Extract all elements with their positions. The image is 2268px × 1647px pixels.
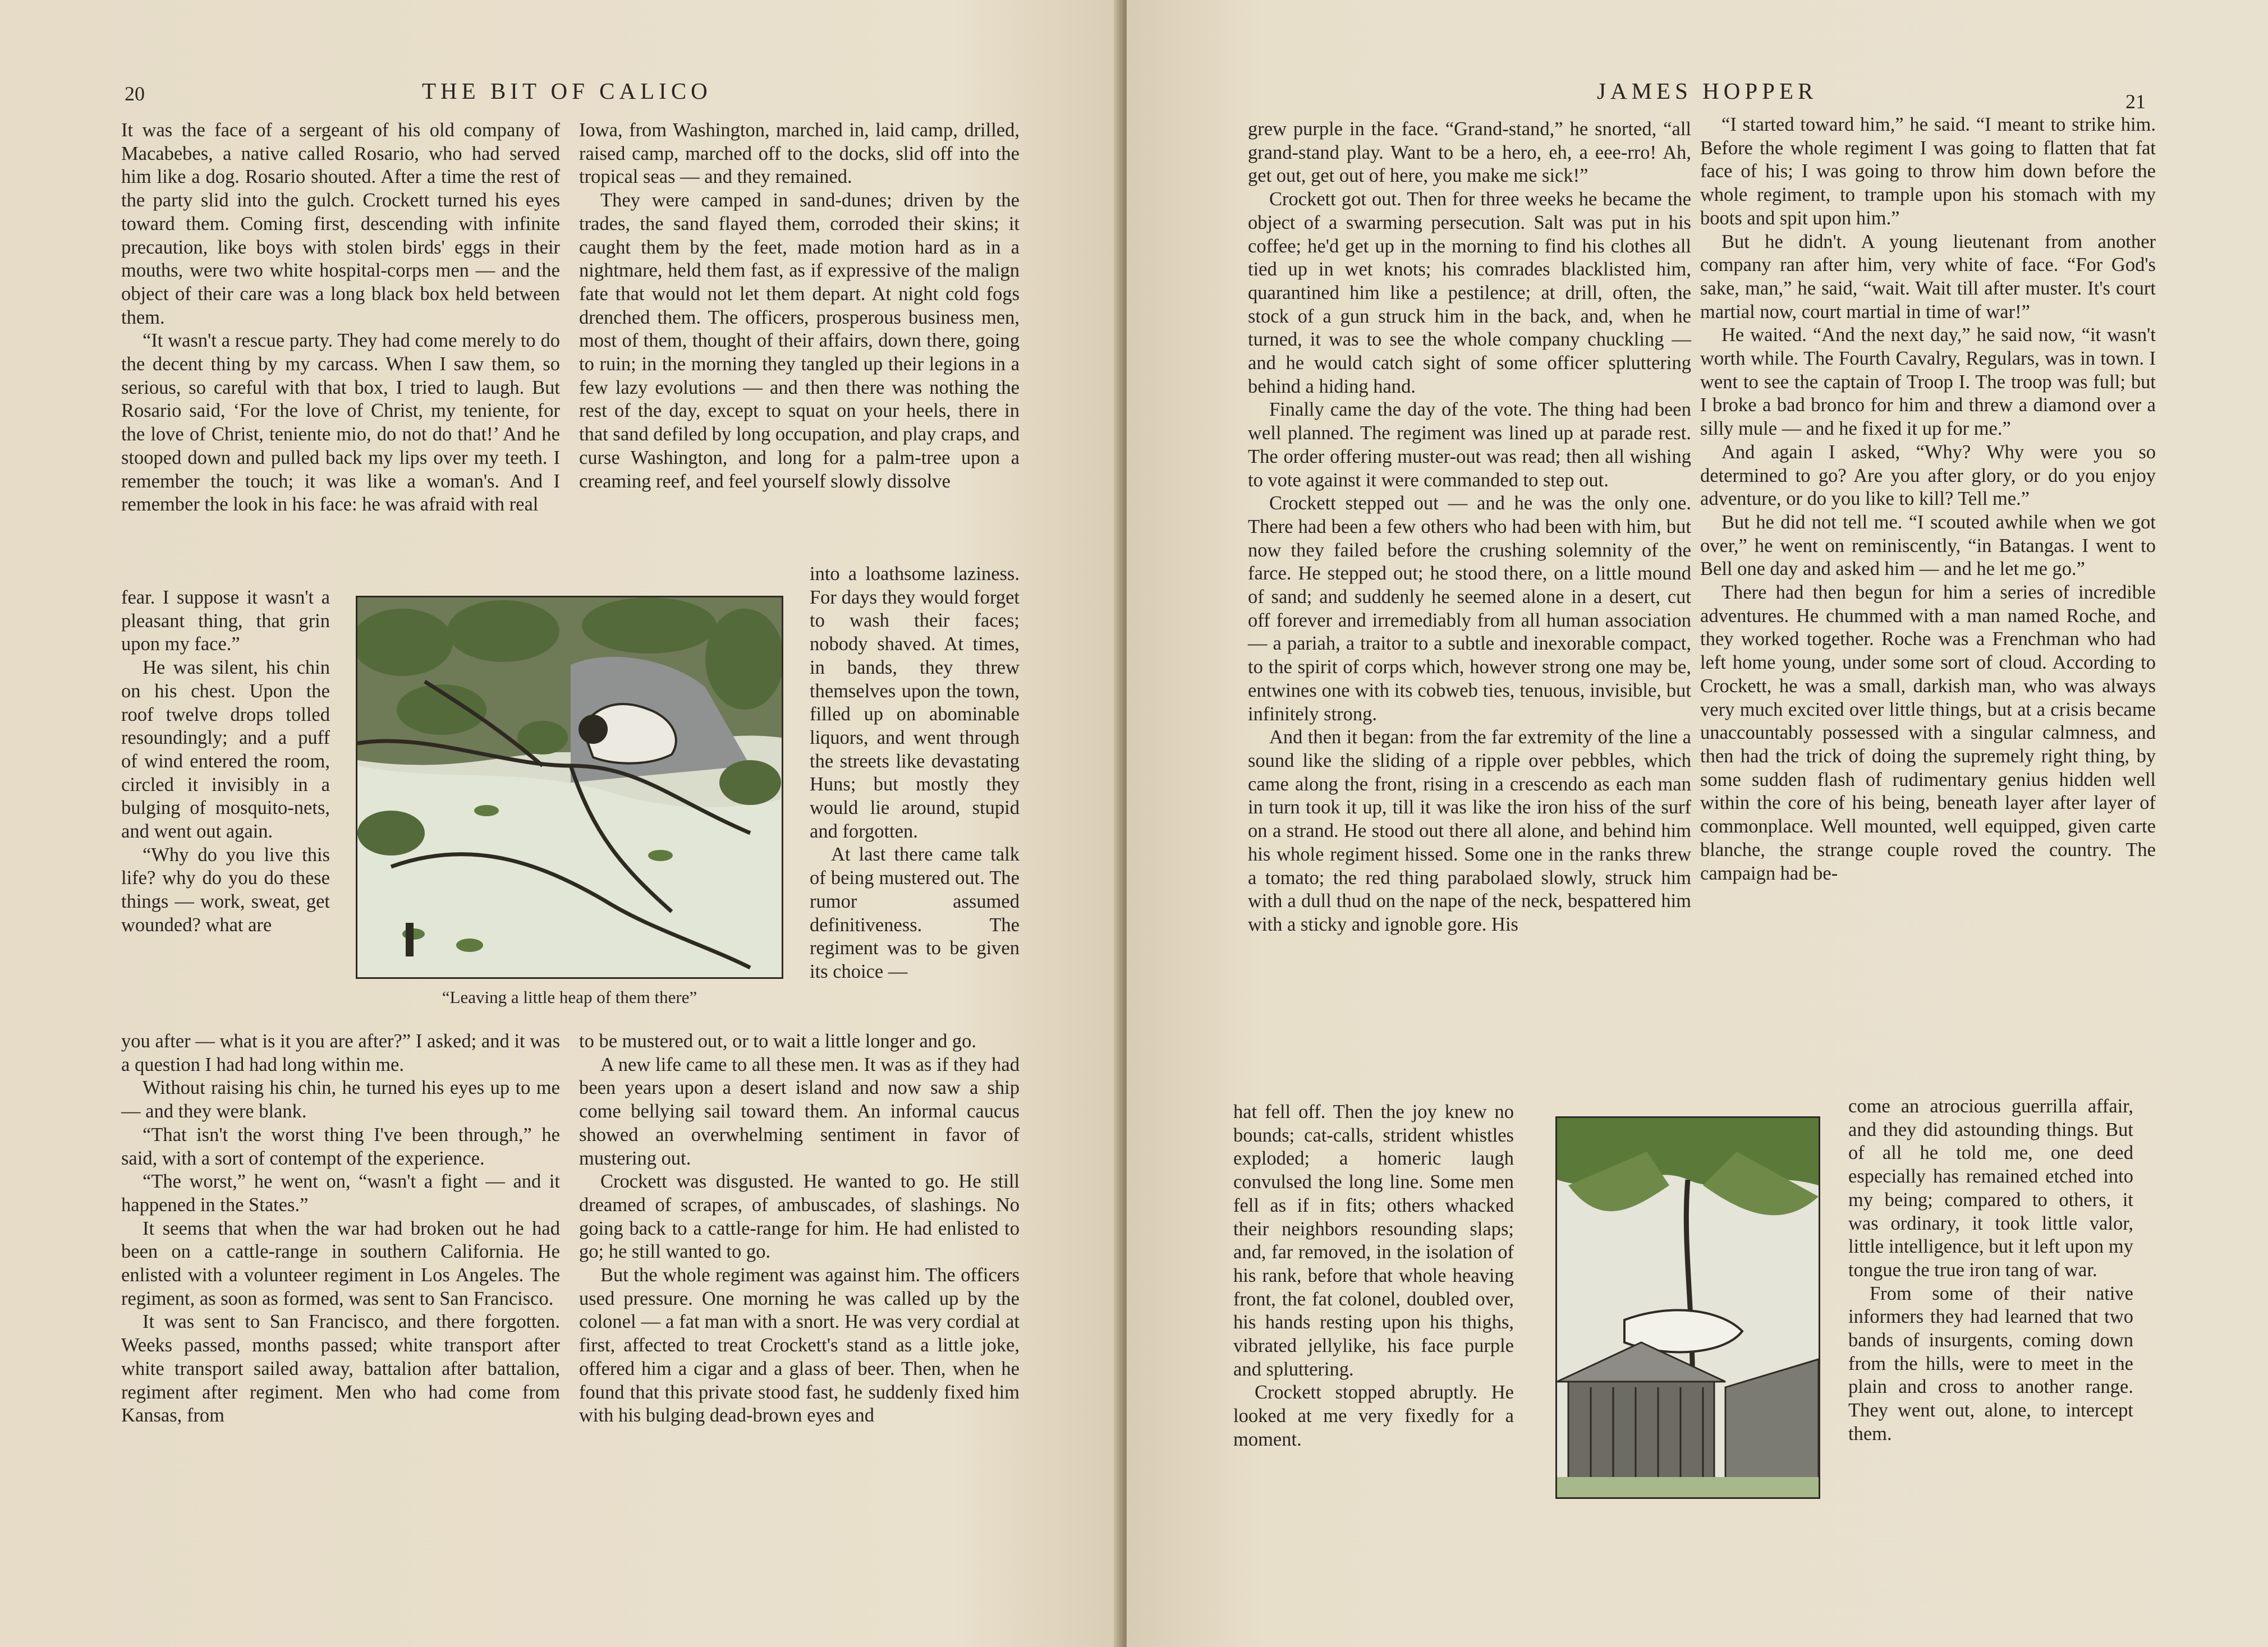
paragraph: grew purple in the face. “Grand-stand,” he snorted, “all grand-stand play. Want to be a hero, eh, a eee-rro! Ah, get out, get out of here, you make me sick!” — [1248, 118, 1691, 187]
paragraph: There had then begun for him a series of incredible adventures. He chummed with a man named Roche, and they worked together. Roche was a Frenchman who had left home young, under some sort of cloud. According to Crockett, he was a small, darkish man, who was always very much excited over little things, but at a crisis became unaccountably possessed with a singular calmness, and then had the trick of doing the supremely right thing, by some sudden flash of rudimentary genius hidden well within the core of his being, beneath layer after layer of commonplace. Well mounted, well equipped, given carte blanche, the strange couple roved the country. The campaign had be- — [1700, 582, 2156, 884]
illustration-caption: “Leaving a little heap of them there” — [442, 987, 697, 1007]
paragraph: Finally came the day of the vote. The thing had been well planned. The regiment was lined up at parade rest. The order offering muster-out was read; then all wishing to vote against it were commanded to step out. — [1248, 399, 1691, 491]
jungle-scene-image — [357, 597, 782, 977]
page-number-right: 21 — [2125, 90, 2146, 113]
right-page — [1127, 0, 2268, 1647]
paragraph: “The worst,” he went on, “wasn't a fight — and it happened in the States.” — [121, 1171, 560, 1216]
paragraph: “Why do you live this life? why do you do these things — work, sweat, get wounded? what are — [121, 844, 330, 936]
paragraph: He waited. “And the next day,” he said now, “it wasn't worth while. The Fourth Cavalry, Regulars, was in town. I went to see the captain of Troop I. The troop was full; but I broke a bad bronco for him and threw a diamond over a silly mule — and he fixed it up for me.” — [1700, 324, 2156, 440]
left-column-1-bottom — [121, 1030, 560, 1428]
paragraph: Iowa, from Washington, marched in, laid camp, drilled, raised camp, marched off to the docks, slid off into the tropical seas — and they remained. — [579, 119, 1020, 188]
paragraph: to be mustered out, or to wait a little longer and go. — [579, 1030, 977, 1052]
paragraph: But the whole regiment was against him. The officers used pressure. One morning he was called up by the colonel — a fat man with a snort. He was very cordial at first, affected to treat Crockett's stand as a little joke, offered him a cigar and a glass of beer. Then, when he found that this private stood fast, he suddenly fixed him with his bulging dead-brown eyes and — [579, 1264, 1020, 1427]
paragraph: It was the face of a sergeant of his old company of Macabebes, a native called Rosario, who had served him like a dog. Rosario shouted. After a time the rest of the party slid into the gulch. Crockett turned his eyes toward them. Coming first, descending with infinite precaution, like boys with stolen birds' eggs in their mouths, were two white hospital-corps men — and the object of their care was a long black box held between them. — [121, 119, 560, 328]
paragraph: At last there came talk of being mustered out. The rumor assumed definitiveness. The regiment was to be given its choice — — [810, 844, 1020, 982]
left-page — [0, 0, 1122, 1647]
paragraph: But he did not tell me. “I scouted awhile when we got over,” he went on reminiscently, “in Batangas. I went to Bell one day and asked him — and he let me go.” — [1700, 511, 2156, 580]
paragraph: And again I asked, “Why? Why were you so determined to go? Are you after glory, or do you enjoy adventure, or do you like to kill? Tell me.” — [1700, 441, 2156, 510]
paragraph: From some of their native informers they had learned that two bands of insurgents, coming down from the hills, were to meet in the plain and cross to another range. They went out, alone, to intercept them. — [1848, 1282, 2133, 1444]
paragraph: A new life came to all these men. It was as if they had been years upon a desert island and now saw a ship come bellying sail toward them. An informal caucus showed an overwhelming sentiment in favor of mustering out. — [579, 1053, 1020, 1169]
paragraph: fear. I suppose it wasn't a pleasant thing, that grin upon my face.” — [121, 587, 330, 655]
paragraph: hat fell off. Then the joy knew no bounds; cat-calls, strident whistles exploded; a homeric laugh convulsed the long line. Some men fell as if in fits; others whacked their neighbors resounding slaps; and, far removed, in the isolation of his rank, before that whole heaving front, the fat colonel, doubled over, his hands resting upon his thighs, vibrated jellylike, his face purple and spluttering. — [1233, 1101, 1514, 1380]
right-column-2 — [1700, 113, 2156, 885]
paragraph: And then it began: from the far extremity of the line a sound like the sliding of a ripple over pebbles, which came along the front, rising in a crescendo as each man in turn took it up, till it was like the iron hiss of the surf on a strand. He stood out there all alone, and behind him his whole regiment hissed. Some one in the ranks threw a tomato; the red thing parabolaed slowly, struck him with a dull thud on the nape of the neck, bespattered him with a sticky and ignoble gore. His — [1248, 726, 1691, 935]
running-header-left: THE BIT OF CALICO — [422, 78, 712, 104]
paragraph: They were camped in sand-dunes; driven by the trades, the sand flayed them, corroded their skins; it caught them by the feet, made motion hard as in a nightmare, held them fast, as if expressive of the malign fate that would not let them depart. At night cold fogs drenched them. The officers, prosperous business men, most of them, thought of their affairs, down there, going to ruin; in the morning they tangled up their legions in a few lazy evolutions — and then there was nothing the rest of the day, except to squat on your heels, there in that sand defiled by long occupation, and play craps, and curse Washington, and long for a palm-tree upon a creaming reef, and feel yourself slowly dissolve — [579, 190, 1020, 492]
paragraph: you after — what is it you are after?” I asked; and it was a question I had had long within me. — [121, 1030, 560, 1075]
hut-scene-image — [1557, 1118, 1819, 1497]
right-column-1-narrow — [1233, 1101, 1514, 1452]
paragraph: Crockett got out. Then for three weeks he became the object of a swarming persecution. Salt was put in his coffee; he'd get up in the morning to find his clothes all tied up in wet knots; his comrades blacklisted him, quarantined him like a pestilence; at drill, often, the stock of a gun struck him in the back, and, when he turned, it was to see the whole company chuckling — and he would catch sight of some officer spluttering behind a hiding hand. — [1248, 188, 1691, 397]
running-header-right: JAMES HOPPER — [1597, 78, 1818, 104]
paragraph: “That isn't the worst thing I've been through,” he said, with a sort of contempt of the experience. — [121, 1124, 560, 1169]
paragraph: It seems that when the war had broken out he had been on a cattle-range in southern California. He enlisted with a volunteer regiment in Los Angeles. The regiment, as soon as formed, was sent to San Francisco. — [121, 1217, 560, 1309]
illustration-hut — [1555, 1116, 1820, 1499]
paragraph: Crockett stopped abruptly. He looked at me very fixedly for a moment. — [1233, 1382, 1514, 1450]
right-column-1 — [1248, 118, 1691, 937]
paragraph: “I started toward him,” he said. “I meant to strike him. Before the whole regiment I was going to flatten that fat face of his; I was going to throw him down before the whole regiment, to trample upon his stomach with my boots and spit upon him.” — [1700, 114, 2156, 229]
left-column-1-narrow — [121, 586, 330, 937]
paragraph: “It wasn't a rescue party. They had come merely to do the decent thing by my carcass. When I saw them, so serious, so careful with that box, I tried to laugh. But Rosario said, ‘For the love of Christ, my teniente, for the love of Christ, teniente mio, do not do that!’ And he stooped down and pulled back my lips over my teeth. I remember the touch; it was like a woman's. And I remember the look in his face: he was afraid with real — [121, 330, 560, 516]
page-number-left: 20 — [125, 82, 145, 105]
left-column-2-top — [579, 119, 1020, 493]
paragraph: It was sent to San Francisco, and there forgotten. Weeks passed, months passed; white transport after white transport sailed away, battalion after battalion, regiment after regiment. Men who had come from Kansas, from — [121, 1311, 560, 1427]
paragraph: But he didn't. A young lieutenant from another company ran after him, very white of face. “For God's sake, man,” he said, “wait. Wait till after muster. It's court martial now, court martial in time of war!” — [1700, 231, 2156, 323]
paragraph: come an atrocious guerrilla affair, and they did astounding things. But of all he told me, one deed especially has remained etched into my being; compared to others, it was ordinary, it took little valor, little intelligence, but it left upon my tongue the true iron tang of war. — [1848, 1096, 2133, 1281]
right-column-2-narrow — [1848, 1095, 2133, 1446]
paragraph: He was silent, his chin on his chest. Upon the roof twelve drops tolled resoundingly; and a puff of wind entered the room, circled it invisibly in a bulging of mosquito-nets, and went out again. — [121, 657, 330, 843]
paragraph: Crockett was disgusted. He wanted to go. He still dreamed of scrapes, of ambuscades, of slashings. No going back to a cattle-range for him. He had enlisted to go; he still wanted to go. — [579, 1171, 1020, 1263]
paragraph: Crockett stepped out — and he was the only one. There had been a few others who had been with him, but now they failed before the crushing solemnity of the farce. He stepped out; he stood there, on a little mound of sand; and suddenly he seemed alone in a desert, cut off forever and irremediably from all human association — a pariah, a traitor to a subtle and inexorable compact, to the spirit of corps which, however strong one may be, entwines one with its cobweb ties, tenuous, invisible, but infinitely strong. — [1248, 493, 1691, 725]
illustration-jungle — [356, 596, 783, 979]
left-column-1-top — [121, 119, 560, 517]
paragraph: into a loathsome laziness. For days they would forget to wash their faces; nobody shaved. At times, in bands, they threw themselves upon the town, filled up on abominable liquors, and went through the streets like devastating Huns; but mostly they would lie around, stupid and forgotten. — [810, 563, 1020, 842]
left-column-2-narrow — [810, 563, 1020, 984]
left-column-2-bottom — [579, 1030, 1020, 1428]
paragraph: Without raising his chin, he turned his eyes up to me — and they were blank. — [121, 1077, 560, 1122]
